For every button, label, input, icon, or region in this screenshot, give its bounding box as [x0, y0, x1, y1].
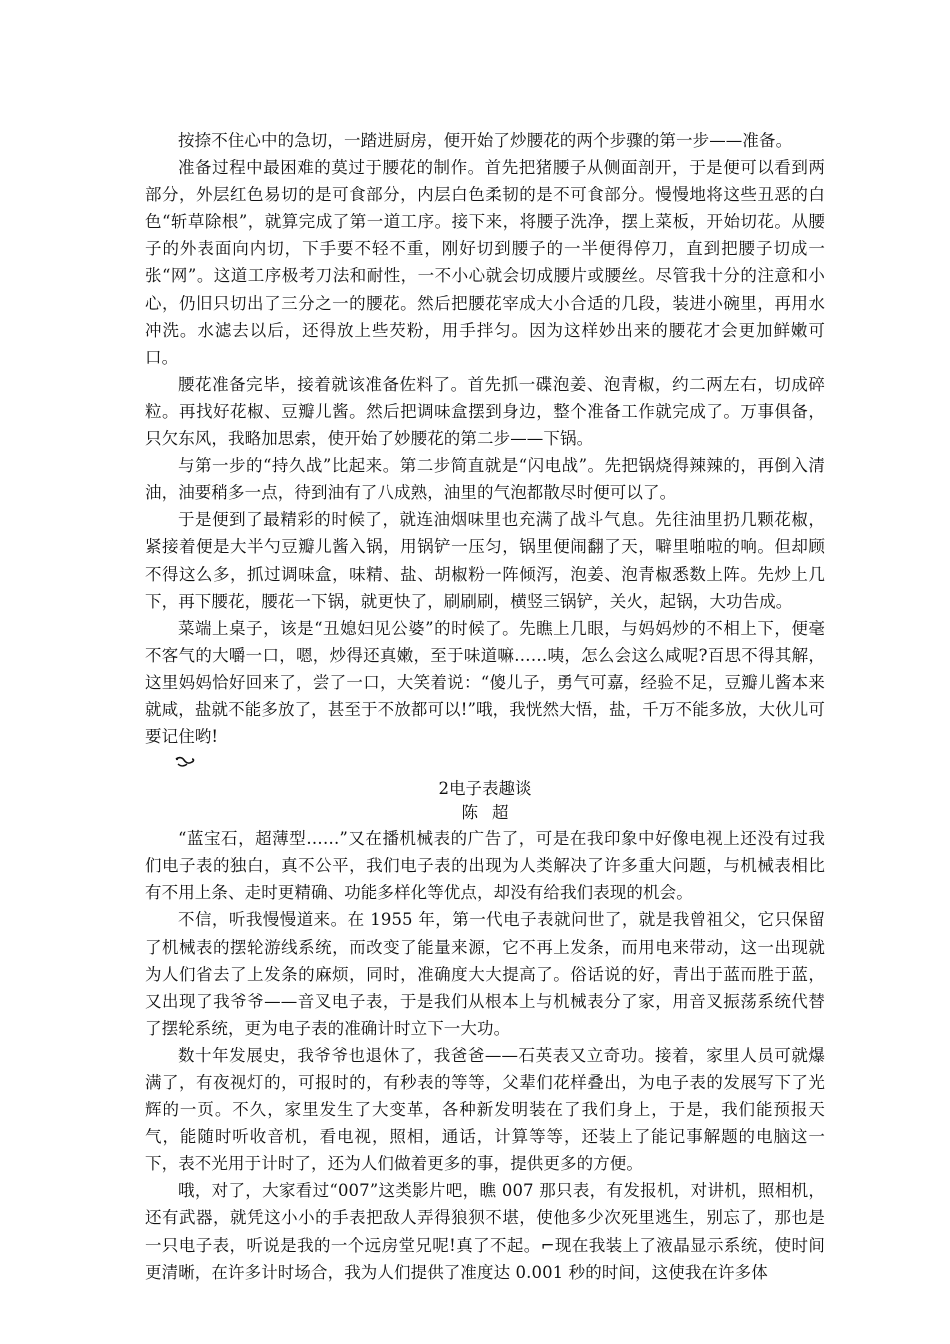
scroll-ornament-icon [175, 756, 195, 768]
paragraph: 哦，对了，大家看过“007”这类影片吧，瞧 007 那只表，有发报机，对讲机，照相机，还有武器，就凭这小小的手表把敌人弄得狼狈不堪，使他多少次死里逃生，别忘了，那也是一只电子表，听说是我的一个远房堂兄呢!真了不起。⌐现在我装上了液晶显示系统，使时间更清晰，在许多计时场合，我为人们提供了准度达 0.001 秒的时间，这使我在许多体 [145, 1181, 825, 1282]
paragraph: 菜端上桌子，该是“丑媳妇见公婆”的时候了。先瞧上几眼，与妈妈炒的不相上下，便毫不客气的大嚼一口，嗯，炒得还真嫩，至于味道嘛……咦，怎么会这么咸呢?百思不得其解，这里妈妈恰好回来了，尝了一口，大笑着说：“傻儿子，勇气可嘉，经验不足，豆瓣儿酱本来就咸，盐就不能多放了，甚至于不放都可以!”哦，我恍然大悟，盐，千万不能多放，大伙儿可要记住哟! [145, 618, 825, 747]
paragraph: 准备过程中最困难的莫过于腰花的制作。首先把猪腰子从侧面剖开，于是便可以看到两部分，外层红色易切的是可食部分，内层白色柔韧的是不可食部分。慢慢地将这些丑恶的白色“斩草除根”，就算完成了第一道工序。接下来，将腰子洗净，摆上菜板，开始切花。从腰子的外表面向内切，下手要不轻不重，刚好切到腰子的一半便得停刀，直到把腰子切成一张“网”。这道工序极考刀法和耐性，一不小心就会切成腰片或腰丝。尽管我十分的注意和小心，仍旧只切出了三分之一的腰花。然后把腰花宰成大小合适的几段，装进小碗里，再用水冲洗。水滤去以后，还得放上些芡粉，用手拌匀。因为这样妙出来的腰花才会更加鲜嫩可口。 [145, 158, 825, 367]
article-author: 陈超 [461, 803, 523, 823]
ornament-divider [145, 750, 825, 777]
section-cooking [145, 127, 825, 750]
paragraph: 腰花准备完毕，接着就该准备佐料了。首先抓一碟泡姜、泡青椒，约二两左右，切成碎粒。再找好花椒、豆瓣儿酱。然后把调味盒摆到身边，整个准备工作就完成了。万事俱备，只欠东风，我略加思索，使开始了妙腰花的第二步——下锅。 [145, 374, 825, 449]
article-title: 2电子表趣谈 [438, 779, 532, 799]
paragraph: 数十年发展史，我爷爷也退休了，我爸爸——石英表又立奇功。接着，家里人员可就爆满了，有夜视灯的，可报时的，有秒表的等等，父辈们花样叠出，为电子表的发展写下了光辉的一页。不久，家里发生了大变革，各种新发明装在了我们身上，于是，我们能预报天气，能随时听收音机，看电视，照相，通话，计算等等，还装上了能记事解题的电脑这一下，表不光用于计时了，还为人们做着更多的事，提供更多的方便。 [145, 1045, 825, 1174]
paragraph: “蓝宝石，超薄型……”又在播机械表的广告了，可是在我印象中好像电视上还没有过我们电子表的独白，真不公平，我们电子表的出现为人类解决了许多重大问题，与机械表相比有不用上条、走时更精确、功能多样化等优点，却没有给我们表现的机会。 [145, 829, 825, 903]
paragraph: 于是便到了最精彩的时候了，就连油烟味里也充满了战斗气息。先往油里扔几颗花椒，紧接着便是大半勺豆瓣儿酱入锅，用锅铲一压匀，锅里便闹翻了天，噼里啪啦的响。但却顾不得这么多，抓过调味盒，味精、盐、胡椒粉一阵倾泻，泡姜、泡青椒悉数上阵。先炒上几下，再下腰花，腰花一下锅，就更快了，刷刷刷，横竖三锅铲，关火，起锅，大功告成。 [145, 510, 825, 611]
paragraph: 不信，听我慢慢道来。在 1955 年，第一代电子表就问世了，就是我曾祖父，它只保留了机械表的摆轮游线系统，而改变了能量来源，它不再上发条，而用电来带动，这一出现就为人们省去了上发条的麻烦，同时，准确度大大提高了。俗话说的好，青出于蓝而胜于蓝，又出现了我爷爷——音叉电子表，于是我们从根本上与机械表分了家，用音叉振荡系统代替了摆轮系统，更为电子表的准确计时立下一大功。 [145, 910, 825, 1038]
paragraph: 与第一步的“持久战”比起来。第二步简直就是“闪电战”。先把锅烧得辣辣的，再倒入清油，油要稍多一点，待到油有了八成熟，油里的气泡都散尽时便可以了。 [145, 456, 825, 503]
paragraph: 按捺不住心中的急切，一踏进厨房，便开始了炒腰花的两个步骤的第一步——准备。 [178, 131, 793, 150]
section-electronic-watch [145, 777, 825, 1286]
document-page [145, 127, 825, 1286]
